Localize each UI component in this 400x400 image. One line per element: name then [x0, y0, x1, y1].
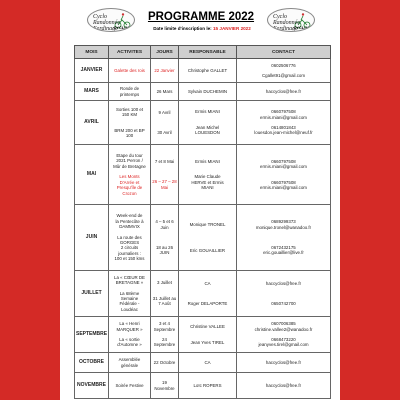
header-activities: ACTIVITES — [109, 46, 151, 59]
contact-cell-line[interactable]: jeanyves.tirel@gmail.com — [258, 342, 309, 348]
activity-cell-line: Week-end de — [116, 213, 143, 219]
month-cell: JANVIER — [75, 59, 109, 83]
activity-cell-line: MARQUER » — [116, 326, 143, 332]
responsible-cell-line: CA — [204, 280, 211, 286]
program-table — [74, 45, 331, 399]
contact-cell-line[interactable]: louesdon.jean-michel@neuf.fr — [254, 130, 313, 136]
days-cell — [151, 205, 179, 271]
table-row — [75, 271, 331, 317]
right-red-band — [340, 0, 400, 400]
responsible-cell-line: Ermis MIANI — [195, 158, 220, 164]
days-cell-line: 31 Juillet au — [152, 295, 177, 301]
logo-sub: CYCLOS — [113, 25, 130, 30]
days-cell — [151, 83, 179, 101]
table-header-row — [75, 46, 331, 59]
activity-cell-line: Mûr de Bretagne — [113, 163, 146, 169]
logo-script: Cyclo Randonnée Ferdinage — [273, 14, 300, 32]
activity-cell-line: la Pentecôte à — [115, 218, 144, 224]
contact-cell-line: 0614801843 — [271, 125, 296, 130]
days-cell — [151, 373, 179, 399]
month-cell: AVRIL — [75, 101, 109, 145]
table-row — [75, 353, 331, 373]
activity-cell-line: Assemblée — [118, 357, 141, 363]
contact-cell — [237, 353, 331, 373]
header-days: JOURS — [151, 46, 179, 59]
days-cell-line: 7 et 8 Mai — [154, 158, 175, 164]
responsible-cell-line: Marie Claude — [194, 174, 221, 180]
header-contact: CONTACT — [237, 46, 331, 59]
activity-cell-line: BRETAGNE » — [115, 280, 144, 286]
days-cell-line: Septembre — [153, 326, 176, 332]
responsible-cell — [179, 59, 237, 83]
responsible-cell-line: Christine VALLEE — [190, 324, 225, 330]
activity-cell-line: La « CŒUR DE — [114, 274, 145, 280]
activity-cell-line: La « sortie — [119, 337, 140, 342]
activity-cell-line: BRM 200 et BP — [114, 127, 145, 133]
contact-cell-line[interactable]: haccyclos@free.fr — [265, 359, 302, 365]
activity-cell-line: Soirée Festive — [115, 382, 144, 388]
activity-cell-line: générale — [120, 362, 139, 368]
month-cell: JUIN — [75, 205, 109, 271]
responsible-cell — [179, 145, 237, 205]
contact-cell-line: 0660797508 — [271, 179, 296, 185]
table-row — [75, 373, 331, 399]
days-cell-line: 19 — [162, 380, 167, 386]
contact-cell-line: 0668473220 — [271, 337, 296, 342]
days-cell-line: 22 Octobre — [153, 359, 176, 365]
deadline-label: Date limite d'inscription le: — [153, 26, 212, 31]
activity-cell-line: Crozon — [122, 190, 137, 196]
responsible-cell — [179, 271, 237, 317]
responsible-cell-line: Sylvain DUCHEMIN — [187, 88, 228, 94]
activity-cell-line: Fédérale - — [119, 301, 140, 307]
program-sheet — [60, 0, 340, 400]
table-row — [75, 83, 331, 101]
days-cell — [151, 353, 179, 373]
logo-script: Cyclo Randonnée Ferdinage — [93, 14, 120, 32]
contact-cell-line[interactable]: haccyclos@free.fr — [265, 280, 302, 286]
days-cell-line: 3 Juillet — [157, 280, 172, 286]
contact-cell — [237, 59, 331, 83]
header-responsible: RESPONSABLE — [179, 46, 237, 59]
page-title: PROGRAMME 2022 — [147, 11, 255, 23]
contact-cell-line[interactable]: Cgallet91@gmail.com — [261, 73, 305, 78]
activity-cell — [109, 353, 151, 373]
activity-cell-line: 100 et 150 kms — [114, 256, 145, 262]
contact-cell-line[interactable]: haccyclos@free.fr — [265, 88, 302, 94]
days-cell-line: JUIN — [159, 250, 170, 256]
days-cell — [151, 59, 179, 83]
days-cell-line: 22 Janvier — [154, 67, 175, 73]
month-cell: NOVEMBRE — [75, 373, 109, 399]
days-cell-line: 3 et 4 — [159, 321, 170, 327]
contact-cell — [237, 83, 331, 101]
days-cell-line: Mai — [160, 184, 169, 190]
days-cell — [151, 317, 179, 353]
activity-cell — [109, 317, 151, 353]
contact-cell-line: 0602506776 — [271, 62, 296, 68]
contact-cell-line: 0689299373 — [271, 219, 296, 225]
table-row — [75, 101, 331, 145]
days-cell-line: 26 – 27 – 28 — [152, 179, 177, 185]
contact-cell-line[interactable]: monique.tronel@wanadoo.fr — [255, 224, 312, 230]
month-cell: SEPTEMBRE — [75, 317, 109, 353]
activity-cell-line: Galette des rois — [114, 67, 145, 73]
contact-cell — [237, 271, 331, 317]
registration-deadline — [132, 26, 272, 31]
responsible-cell — [179, 353, 237, 373]
table-row — [75, 205, 331, 271]
activity-cell-line: Presqu'île de — [116, 185, 143, 191]
responsible-cell — [179, 205, 237, 271]
responsible-cell — [179, 373, 237, 399]
activity-cell-line: D'Arrée et — [119, 179, 140, 185]
activity-cell — [109, 373, 151, 399]
table-row — [75, 145, 331, 205]
activity-cell — [109, 145, 151, 205]
responsible-cell — [179, 101, 237, 145]
days-cell-line: 24 — [162, 337, 167, 342]
responsible-cell-line: Jean Michel — [195, 124, 220, 130]
responsible-cell-line: Jean Yves TIREL — [190, 339, 225, 345]
days-cell-line: 18 au 26 — [155, 245, 174, 250]
contact-cell-line: 0672432175 — [271, 245, 296, 250]
activity-cell-line: La « Henri — [119, 321, 140, 327]
activity-cell-line: Semaine — [120, 296, 139, 301]
activity-cell-line: printemps — [119, 91, 140, 97]
logo-sub: CYCLOS — [293, 25, 310, 30]
activity-cell — [109, 83, 151, 101]
responsible-cell — [179, 317, 237, 353]
activity-cell-line: Les Monts — [119, 174, 140, 180]
days-cell-line: Juin — [160, 224, 169, 230]
days-cell — [151, 101, 179, 145]
activity-cell-line: Loudéac — [121, 306, 138, 312]
contact-cell-line[interactable]: christine.vallee2@wanadoo.fr — [254, 326, 313, 332]
month-cell: OCTOBRE — [75, 353, 109, 373]
responsible-cell-line: CA — [204, 359, 211, 365]
month-cell: MAI — [75, 145, 109, 205]
activity-cell-line: Ronde de — [119, 86, 140, 92]
responsible-cell-line: Loïc ROPERS — [193, 382, 222, 388]
days-cell — [151, 271, 179, 317]
program-rows — [75, 59, 331, 399]
activity-cell — [109, 59, 151, 83]
club-logo-right — [267, 8, 315, 32]
responsible-cell-line: Eric GOUAILLIER — [189, 247, 226, 253]
days-cell-line: Septembre — [153, 342, 176, 348]
contact-cell-line[interactable]: ermis.miani@gmail.com — [260, 114, 307, 120]
contact-cell-line[interactable]: ermis.miani@gmail.com — [260, 184, 307, 190]
days-cell-line: 4 – 5 et 6 — [155, 219, 174, 225]
activity-cell-line: d'Automne » — [117, 342, 142, 348]
activity-cell-line: Etape du tour — [116, 153, 143, 159]
left-red-band — [0, 0, 60, 400]
activity-cell-line: La route des — [117, 234, 142, 240]
days-cell-line: 9 Avril — [158, 109, 171, 115]
responsible-cell — [179, 83, 237, 101]
contact-cell — [237, 145, 331, 205]
contact-cell-line[interactable]: haccyclos@free.fr — [265, 382, 302, 388]
responsible-cell-line: HERVE et Ermis — [191, 179, 224, 185]
days-cell — [151, 145, 179, 205]
activity-cell — [109, 101, 151, 145]
month-cell: JUILLET — [75, 271, 109, 317]
responsible-cell-line: Ermis MIANI — [195, 109, 220, 115]
days-cell-line: 26 Mars — [156, 88, 173, 94]
contact-cell-line[interactable]: eric.gouaillier@live.fr — [263, 250, 304, 256]
activity-cell-line: 2021 Perron / — [116, 158, 143, 164]
contact-cell — [237, 317, 331, 353]
contact-cell — [237, 101, 331, 145]
activity-cell-line: journaliers : — [118, 250, 141, 256]
responsible-cell-line: Monique TRONEL — [189, 222, 226, 228]
deadline-date: 15 JANVIER 2022 — [213, 26, 251, 31]
responsible-cell-line: LOUESDON — [195, 130, 220, 136]
days-cell-line: 7 Août — [158, 301, 171, 307]
contact-cell-line: 0607006385 — [271, 321, 296, 327]
activity-cell-line: DAMMVIX — [119, 224, 140, 230]
club-logo-left — [87, 8, 135, 32]
contact-cell-line: 0660797508 — [271, 158, 296, 164]
responsible-cell-line: MIANI — [201, 184, 214, 190]
month-cell: MARS — [75, 83, 109, 101]
activity-cell-line: GORGES — [119, 240, 140, 245]
header-month: MOIS — [75, 46, 109, 59]
contact-cell — [237, 373, 331, 399]
activity-cell-line: 100 — [125, 132, 134, 138]
activity-cell-line: La 68ème — [119, 290, 140, 296]
activity-cell-line: 2 circuits — [120, 245, 139, 251]
contact-cell-line[interactable]: ermis.miani@gmail.com — [260, 164, 307, 170]
days-cell-line: 30 Avril — [157, 130, 172, 135]
activity-cell-line: Sorties 100 et — [115, 106, 144, 112]
contact-cell-line: 0650742700 — [271, 301, 296, 306]
table-row — [75, 59, 331, 83]
activity-cell — [109, 205, 151, 271]
contact-cell — [237, 205, 331, 271]
table-row — [75, 317, 331, 353]
activity-cell-line: 150 KM — [121, 112, 138, 118]
days-cell-line: Novembre — [154, 385, 175, 391]
contact-cell-line: 0660797508 — [271, 109, 296, 115]
responsible-cell-line: Roger DELAPORTE — [187, 301, 228, 306]
activity-cell — [109, 271, 151, 317]
responsible-cell-line: Christophe GALLET — [187, 67, 228, 73]
